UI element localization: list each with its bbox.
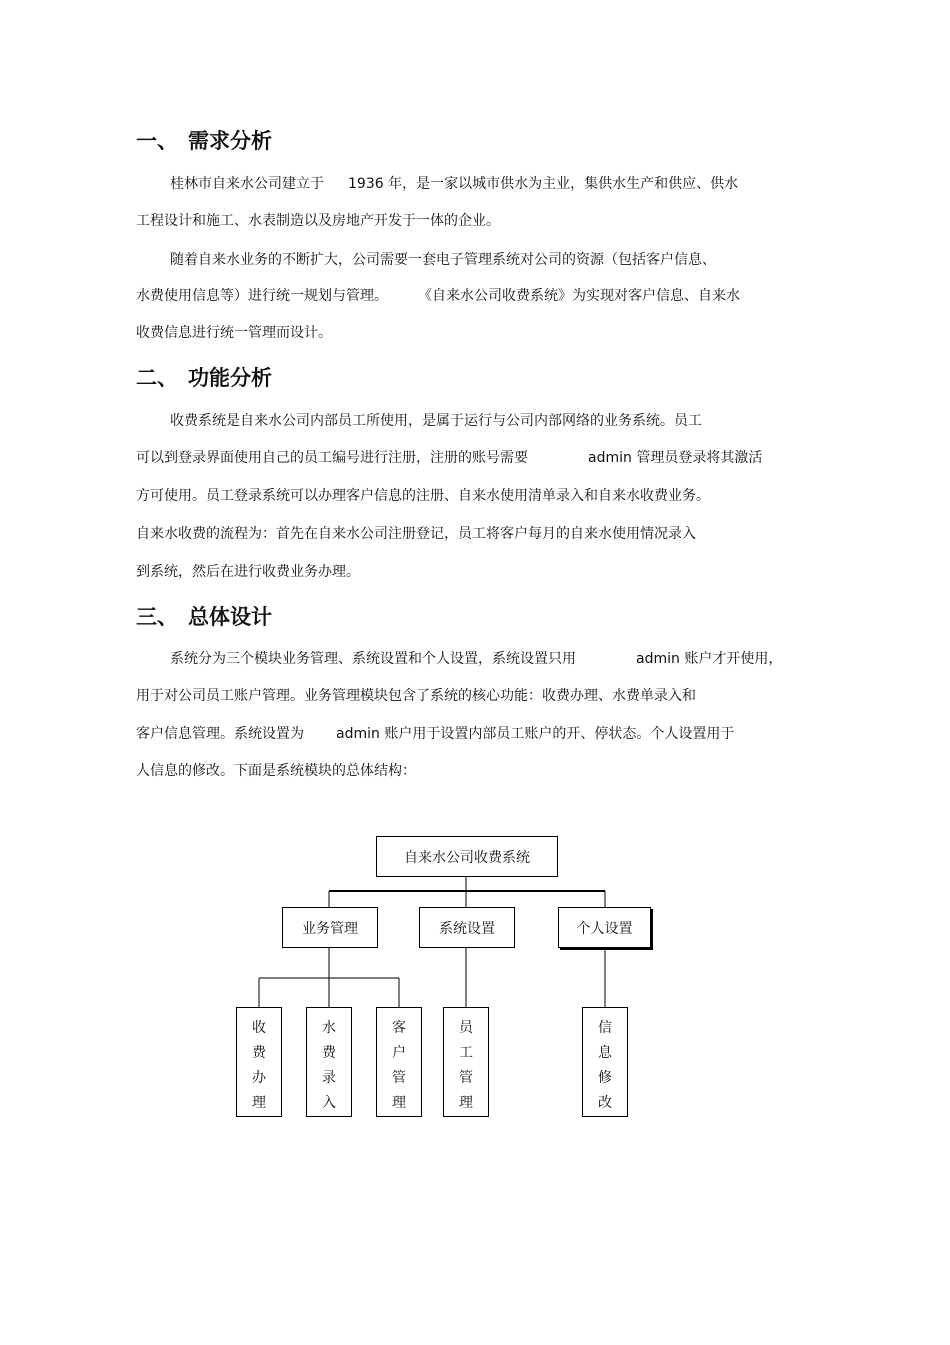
node-label: 个人设置 <box>576 920 633 937</box>
leaf-node <box>376 1007 422 1117</box>
leaf-node <box>236 1007 282 1117</box>
text-run: 自来水收费的流程为：首先在自来水公司注册登记，员工将客户每月的自来水使用情况录入 <box>136 526 696 542</box>
node-label: 收费办理 <box>252 1020 266 1111</box>
text-run: 人信息的修改。下面是系统模块的总体结构： <box>136 763 416 779</box>
section-title: 功能分析 <box>188 366 272 390</box>
text-run: 工程设计和施工、水表制造以及房地产开发于一体的企业。 <box>136 213 500 229</box>
node-label: 水费录入 <box>322 1020 336 1111</box>
node-label: 系统设置 <box>439 920 495 937</box>
module-node-system <box>419 907 515 948</box>
node-label: 客户管理 <box>392 1020 406 1111</box>
text-run: 水费使用信息等）进行统一规划与管理。 <box>136 288 388 304</box>
text-run: 可以到登录界面使用自己的员工编号进行注册，注册的账号需要 <box>136 450 528 466</box>
text-run: 用于对公司员工账户管理。业务管理模块包含了系统的核心功能：收费办理、水费单录入和 <box>136 688 696 704</box>
node-label: 员工管理 <box>459 1020 473 1111</box>
leaf-node <box>582 1007 628 1117</box>
section-title: 总体设计 <box>188 605 272 629</box>
text-run: admin 账户才开使用， <box>636 651 783 667</box>
section-number: 三、 <box>136 605 178 629</box>
node-label: 自来水公司收费系统 <box>404 849 530 866</box>
text-run: 桂林市自来水公司建立于 <box>170 176 324 192</box>
text-run: 系统分为三个模块业务管理、系统设置和个人设置，系统设置只用 <box>170 651 576 667</box>
root-node <box>376 836 558 877</box>
module-node-business <box>282 907 378 948</box>
text-run: 客户信息管理。系统设置为 <box>136 726 304 742</box>
text-run: 收费信息进行统一管理而设计。 <box>136 325 332 341</box>
text-run: 方可使用。员工登录系统可以办理客户信息的注册、自来水使用清单录入和自来水收费业务。 <box>136 488 710 504</box>
section-title: 需求分析 <box>188 129 272 153</box>
text-run: 1936 年，是一家以城市供水为主业，集供水生产和供应、供水 <box>348 176 739 192</box>
text-run: admin 管理员登录将其激活 <box>588 450 763 466</box>
text-run: 《自来水公司收费系统》为实现对客户信息、自来水 <box>418 288 740 304</box>
leaf-node <box>306 1007 352 1117</box>
text-run: 随着自来水业务的不断扩大，公司需要一套电子管理系统对公司的资源（包括客户信息、 <box>170 252 716 268</box>
module-node-personal <box>558 907 651 948</box>
text-run: 收费系统是自来水公司内部员工所使用，是属于运行与公司内部网络的业务系统。员工 <box>170 413 702 429</box>
text-run: 到系统，然后在进行收费业务办理。 <box>136 564 360 580</box>
node-label: 业务管理 <box>302 920 358 937</box>
section-number: 一、 <box>136 129 178 153</box>
text-run: admin 账户用于设置内部员工账户的开、停状态。个人设置用于 <box>336 726 735 742</box>
section-number: 二、 <box>136 366 178 390</box>
leaf-node <box>443 1007 489 1117</box>
node-label: 信息修改 <box>598 1020 612 1111</box>
